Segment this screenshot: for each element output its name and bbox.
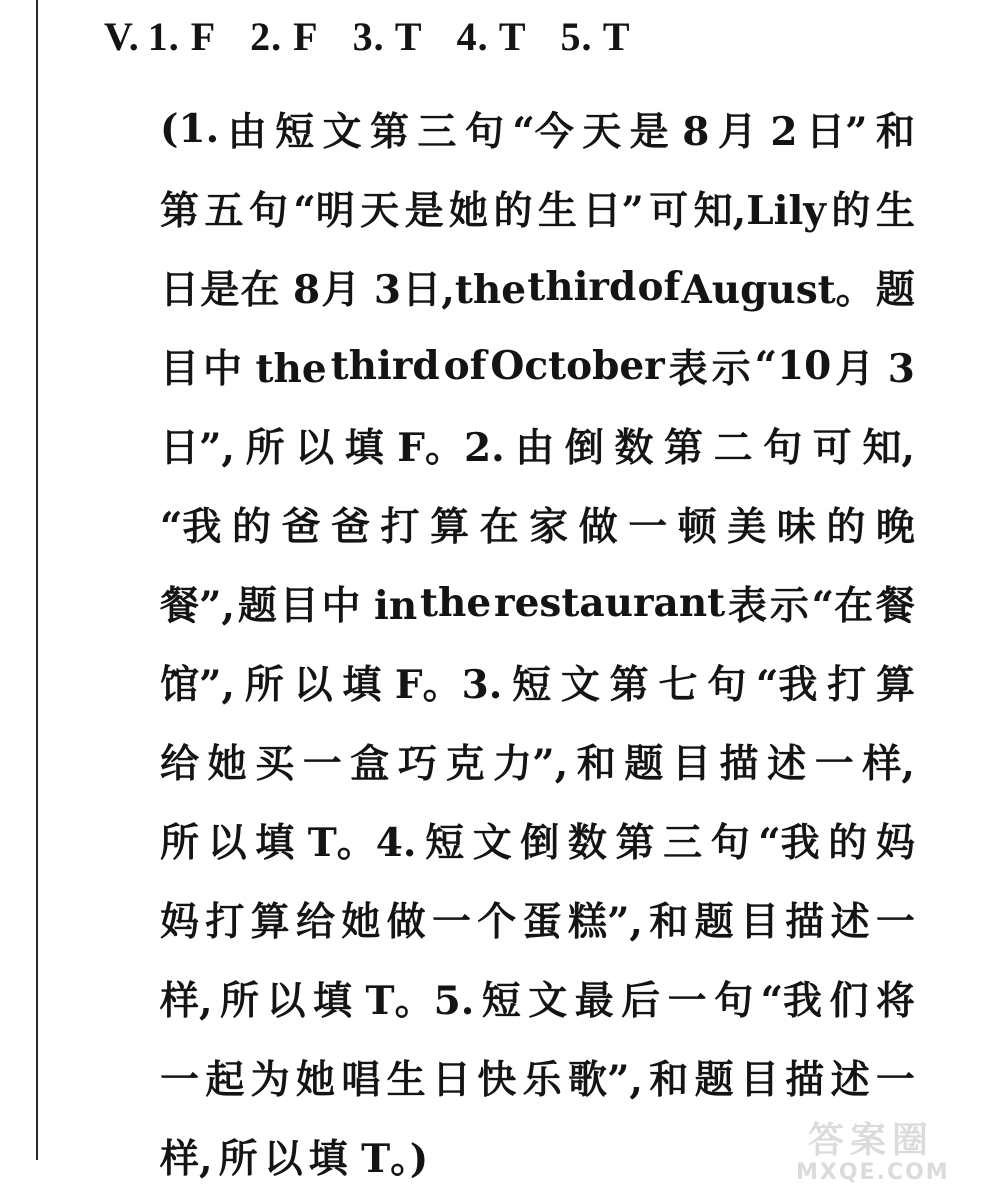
explanation-segment: 由 (227, 108, 267, 155)
explanation-segment: 样, (862, 740, 915, 787)
explanation-segment: 打 (205, 898, 245, 945)
explanation-segment: “在 (811, 582, 874, 629)
explanation-line (160, 247, 915, 326)
explanation-segment: “我 (160, 503, 222, 550)
explanation-segment: 乐 (522, 1056, 562, 1103)
explanation-segment: 七 (658, 661, 698, 708)
explanation-segment: 文 (322, 108, 362, 155)
explanation-segment: 文 (560, 661, 600, 708)
explanation-segment: 题 (237, 582, 277, 629)
explanation-segment: 第 (160, 187, 200, 234)
explanation-segment: 文 (472, 819, 512, 866)
explanation-segment: 起 (205, 1056, 245, 1103)
explanation-segment: 短 (275, 108, 315, 155)
explanation-segment: 由 (515, 424, 555, 471)
explanation-segment: 所 (245, 424, 285, 471)
explanation-segment: 一 (628, 503, 668, 550)
explanation-segment: 句 (248, 187, 288, 234)
explanation-segment: 短 (512, 661, 552, 708)
explanation-segment: 以 (295, 424, 335, 471)
explanation-segment: 短 (425, 819, 465, 866)
explanation-segment: 一 (667, 977, 707, 1024)
explanation-segment: 算 (430, 503, 470, 550)
watermark-logo (790, 1112, 990, 1192)
explanation-segment: 和 (875, 108, 915, 155)
explanation-segment: 她 (207, 740, 247, 787)
explanation-segment: 述 (767, 740, 807, 787)
explanation-segment: 在 8 (240, 266, 321, 313)
explanation-segment: 题 (624, 740, 664, 787)
explanation-segment: 的 (493, 187, 533, 234)
explanation-segment: 句 (763, 424, 803, 471)
explanation-segment: 一 (160, 1056, 200, 1103)
explanation-segment: 月 3 (835, 345, 915, 392)
explanation-segment: 以 (263, 1135, 303, 1182)
explanation-segment: 给 (295, 898, 335, 945)
explanation-segment: 她 (295, 1056, 335, 1103)
explanation-segment: 顿 (677, 503, 717, 550)
explanation-segment: 句 (714, 977, 754, 1024)
explanation-segment: August。 (681, 266, 875, 313)
explanation-segment: 中 in (321, 582, 418, 629)
explanation-segment: 以 (266, 977, 306, 1024)
explanation-segment: “我 (760, 977, 822, 1024)
explanation-line (160, 89, 915, 168)
explanation-segment: 一 (875, 898, 915, 945)
explanation-segment: 最 (574, 977, 614, 1024)
explanation-segment: 天 (582, 108, 622, 155)
explanation-segment: of (443, 342, 487, 389)
explanation-segment: 表 (668, 345, 708, 392)
explanation-segment: “我 (758, 819, 820, 866)
explanation-segment: 的 (826, 503, 866, 550)
explanation-segment: 一 (875, 1056, 915, 1103)
explanation-segment: 一 (431, 898, 471, 945)
explanation-segment: 可 (812, 424, 852, 471)
explanation-segment: 一 (302, 740, 342, 787)
explanation-segment: 以 (293, 661, 333, 708)
explanation-segment: 所 (244, 661, 284, 708)
explanation-segment: 第 (664, 424, 704, 471)
explanation-segment: 目 (671, 740, 711, 787)
explanation-segment: 给 (160, 740, 200, 787)
explanation-segment: 目 (739, 1056, 779, 1103)
explanation-segment: 盒 (350, 740, 390, 787)
explanation-segment: 做 (578, 503, 618, 550)
explanation-segment: 的 (231, 503, 271, 550)
explanation-segment: 打 (827, 661, 867, 708)
explanation-segment: 倒 (520, 819, 560, 866)
explanation-segment: 天 (360, 187, 400, 234)
explanation-segment: 述 (830, 1056, 870, 1103)
explanation-segment: 填 T。4. (255, 819, 417, 866)
explanation-segment: 以 (207, 819, 247, 866)
explanation-segment: 日” (582, 187, 644, 234)
explanation-segment: 所 (218, 1135, 258, 1182)
explanation-segment: 样, (160, 977, 213, 1024)
explanation-segment: 餐 (875, 582, 915, 629)
explanation-segment: 所 (220, 977, 260, 1024)
explanation-line (160, 721, 915, 800)
explanation-segment: 日”, (160, 424, 236, 471)
explanation-segment: 可 (649, 187, 689, 234)
explanation-segment: 短 (481, 977, 521, 1024)
explanation-segment: 妈 (160, 898, 200, 945)
explanation-segment: 表 (728, 582, 768, 629)
section-number: V. (104, 13, 140, 59)
explanation-segment: 是 (404, 187, 444, 234)
explanation-segment: 力”, (493, 740, 569, 787)
explanation-segment: 是 (200, 266, 240, 313)
explanation-segment: 日 (160, 266, 200, 313)
explanation-line (160, 800, 915, 879)
explanation-segment: 题 (694, 898, 734, 945)
explanation-segment: 所 (160, 819, 200, 866)
explanation-segment: 第 (369, 108, 409, 155)
explanation-segment: 描 (785, 898, 825, 945)
explanation-line (160, 1037, 915, 1116)
explanation-line (160, 958, 915, 1037)
explanation-line (160, 168, 915, 247)
explanation-segment: 数 (614, 424, 654, 471)
explanation-segment: “我 (756, 661, 818, 708)
explanation-segment: 和 (649, 1056, 689, 1103)
explanation-segment: 和 (649, 898, 689, 945)
explanation-segment: 日,the (402, 266, 527, 313)
watermark-title: 答案圈 (808, 1120, 935, 1161)
explanation-segment: 日 (431, 1056, 471, 1103)
explanation-segment: 填 F。3. (342, 661, 503, 708)
explanation-segment: 文 (528, 977, 568, 1024)
explanation-line (160, 642, 915, 721)
explanation-line (160, 563, 915, 642)
explanation-segment: 和 (576, 740, 616, 787)
explanation-line (160, 484, 915, 563)
answer-2: 2. F (250, 13, 319, 59)
explanation-segment: 生 (537, 187, 577, 234)
explanation-segment: 数 (567, 819, 607, 866)
explanation-segment: 的 (828, 819, 868, 866)
explanation-line (160, 326, 915, 405)
explanation-segment: 爸 (281, 503, 321, 550)
explanation-segment: 晚 (875, 503, 915, 550)
explanation-segment: 糕”, (567, 898, 643, 945)
explanation-segment: 她 (449, 187, 489, 234)
explanation-segment: 后 (621, 977, 661, 1024)
explanation-segment: 二 (713, 424, 753, 471)
explanation-segment: (1. (160, 105, 220, 152)
left-margin-rule (36, 0, 38, 1160)
explanation-segment: 题 (875, 266, 915, 313)
explanation-segment: 目 (279, 582, 319, 629)
explanation-segment: third (527, 263, 637, 310)
explanation-segment: 克 (445, 740, 485, 787)
explanation-segment: “明 (293, 187, 355, 234)
explanation-segment: the (420, 579, 492, 626)
explanation-segment: 描 (785, 1056, 825, 1103)
explanation-segment: 打 (380, 503, 420, 550)
explanation-segment: “10 (754, 342, 832, 389)
answer-3: 3. T (352, 13, 423, 59)
watermark-url: MXQE.COM (796, 1160, 950, 1185)
explanation-segment: 知,Lily (693, 187, 826, 234)
explanation-segment: 题 (694, 1056, 734, 1103)
explanation-segment: 生 (875, 187, 915, 234)
answer-5: 5. T (560, 13, 631, 59)
explanation-segment: 味 (776, 503, 816, 550)
explanation-segment: 日” (805, 108, 868, 155)
explanation-segment: 知, (862, 424, 915, 471)
explanation-segment: 将 (875, 977, 915, 1024)
explanation-segment: of (637, 263, 681, 310)
explanation-segment: 目 (739, 898, 779, 945)
explanation-segment: restaurant (494, 579, 726, 626)
explanation-segment: 第 (609, 661, 649, 708)
explanation-segment: 算 (875, 661, 915, 708)
explanation-segment: 三 (663, 819, 703, 866)
explanation-segment: 填 T。) (308, 1135, 429, 1182)
explanation-segment: 算 (250, 898, 290, 945)
explanation-segment: 歌”, (567, 1056, 643, 1103)
explanation-segment: 中 the (202, 345, 327, 392)
explanation-segment: October (490, 342, 665, 389)
explanation-segment: 描 (719, 740, 759, 787)
explanation-segment: 句 (464, 108, 504, 155)
explanation-segment: 句 (710, 819, 750, 866)
explanation-segment: 第 (615, 819, 655, 866)
explanation-segment: 月 2 (717, 108, 798, 155)
explanation-segment: 样, (160, 1135, 213, 1182)
explanation-segment: 做 (386, 898, 426, 945)
explanation-segment: 五 (204, 187, 244, 234)
explanation-segment: 馆”, (160, 661, 236, 708)
explanation-segment: 巧 (397, 740, 437, 787)
explanation-paragraph (160, 89, 915, 1195)
explanation-segment: 生 (386, 1056, 426, 1103)
explanation-segment: “今 (512, 108, 574, 155)
explanation-segment: 为 (250, 1056, 290, 1103)
explanation-segment: 目 (160, 345, 200, 392)
explanation-segment: 填 F。2. (344, 424, 505, 471)
explanation-segment: 家 (529, 503, 569, 550)
explanation-segment: 个 (477, 898, 517, 945)
explanation-segment: 示 (711, 345, 751, 392)
explanation-segment: 餐”, (160, 582, 236, 629)
explanation-segment: 句 (707, 661, 747, 708)
answer-1: 1. F (147, 13, 217, 59)
explanation-segment: 示 (769, 582, 809, 629)
explanation-line (160, 405, 915, 484)
answer-4: 4. T (456, 13, 527, 59)
explanation-segment: 蛋 (522, 898, 562, 945)
explanation-segment: 美 (727, 503, 767, 550)
explanation-segment: 在 (479, 503, 519, 550)
explanation-segment: 一 (814, 740, 854, 787)
explanation-segment: 她 (341, 898, 381, 945)
answer-key-header (104, 6, 665, 66)
explanation-segment: 述 (830, 898, 870, 945)
explanation-segment: 月 3 (321, 266, 402, 313)
explanation-segment: 的 (831, 187, 871, 234)
explanation-line (160, 879, 915, 958)
explanation-segment: 妈 (875, 819, 915, 866)
explanation-segment: third (330, 342, 440, 389)
explanation-segment: 买 (255, 740, 295, 787)
explanation-segment: 爸 (331, 503, 371, 550)
explanation-segment: 们 (829, 977, 869, 1024)
explanation-segment: 倒 (564, 424, 604, 471)
explanation-segment: 快 (477, 1056, 517, 1103)
explanation-segment: 三 (417, 108, 457, 155)
explanation-segment: 是 8 (629, 108, 710, 155)
explanation-segment: 唱 (341, 1056, 381, 1103)
explanation-segment: 填 T。5. (312, 977, 475, 1024)
